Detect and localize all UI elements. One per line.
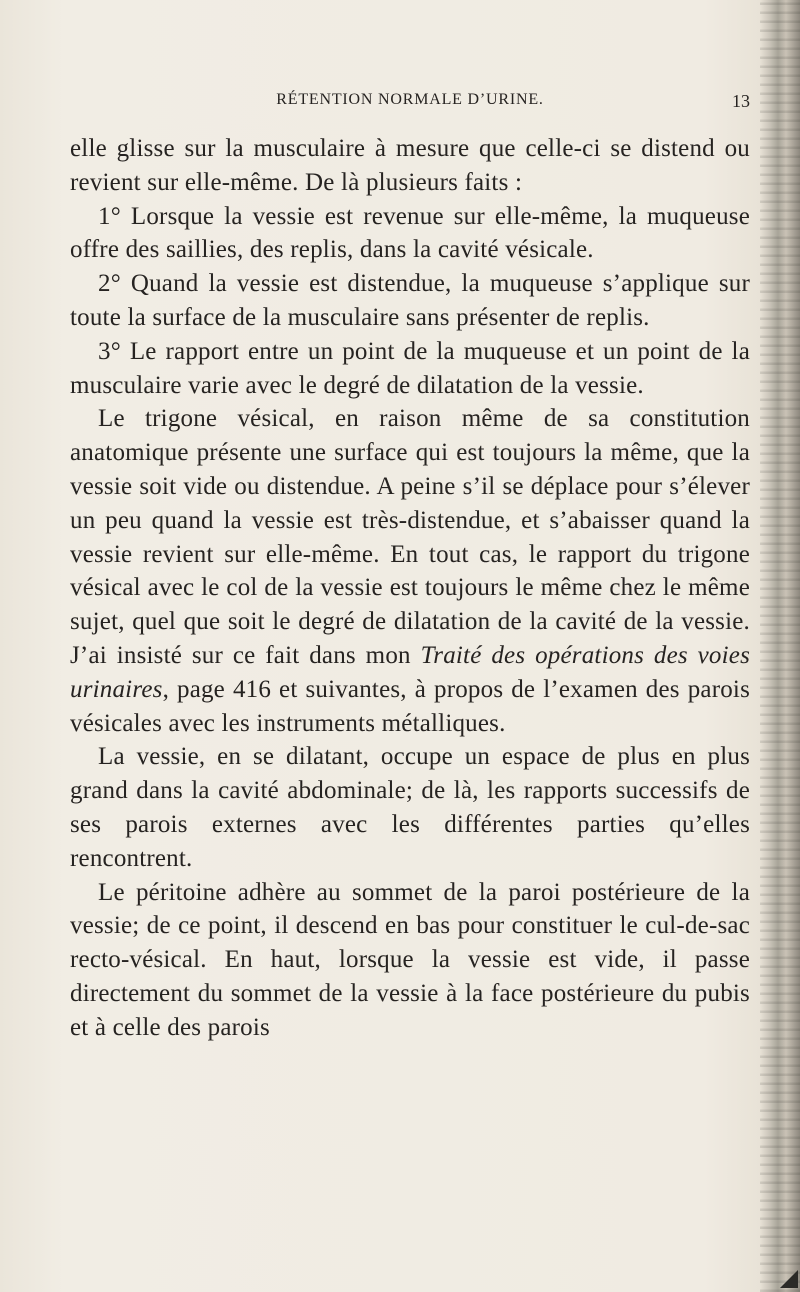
- body-text: [70, 132, 750, 1045]
- paragraph-5-end: , page 416 et suivantes, à propos de l’examen des parois vésicales avec les instruments métalliques.: [70, 675, 750, 737]
- paragraph-5: [70, 402, 750, 740]
- corner-triangle-mark: [780, 1270, 798, 1288]
- paragraph-6: La vessie, en se dilatant, occupe un espace de plus en plus grand dans la cavité abdominale; de là, les rapports successifs de ses parois externes avec les différentes parties qu’elles rencontrent.: [70, 743, 750, 872]
- paragraph-1: elle glisse sur la musculaire à mesure que celle-ci se distend ou revient sur elle-même. De là plusieurs faits :: [70, 135, 750, 196]
- running-title: RÉTENTION NORMALE D’URINE.: [276, 91, 544, 108]
- paragraph-2: 1° Lorsque la vessie est revenue sur elle-même, la muqueuse offre des saillies, des replis, dans la cavité vésicale.: [70, 202, 750, 264]
- page-header: [70, 91, 750, 119]
- book-title: Traité des opérations des voies urinaires: [70, 641, 751, 703]
- paragraph-5-start: Le trigone vésical, en raison même de sa constitution anatomique présente une surface qui est toujours la même, que la vessie soit vide ou distendue. A peine s’il se déplace pour s’élever un peu quand la vessie est très-distendue, et s’abaisser quand la vessie revient sur elle-même. En tout cas, le rapport du trigone vésical avec le col de la vessie est toujours le même chez le même sujet, quel que soit le degré de dilatation de la cavité de la vessie. J’ai insisté sur ce fait dans mon: [70, 405, 750, 669]
- paragraph-7: Le péritoine adhère au sommet de la paroi postérieure de la vessie; de ce point, il descend en bas pour constituer le cul-de-sac recto-vésical. En haut, lorsque la vessie est vide, il passe directement du sommet de la vessie à la face postérieure du pubis et à celle des parois: [70, 878, 750, 1041]
- page-number: 13: [732, 91, 750, 111]
- page-edge-shadow: [760, 0, 800, 1292]
- paragraph-4: 3° Le rapport entre un point de la muqueuse et un point de la musculaire varie avec le degré de dilatation de la vessie.: [70, 337, 750, 399]
- paragraph-3: 2° Quand la vessie est distendue, la muqueuse s’applique sur toute la surface de la musculaire sans présenter de replis.: [70, 270, 750, 331]
